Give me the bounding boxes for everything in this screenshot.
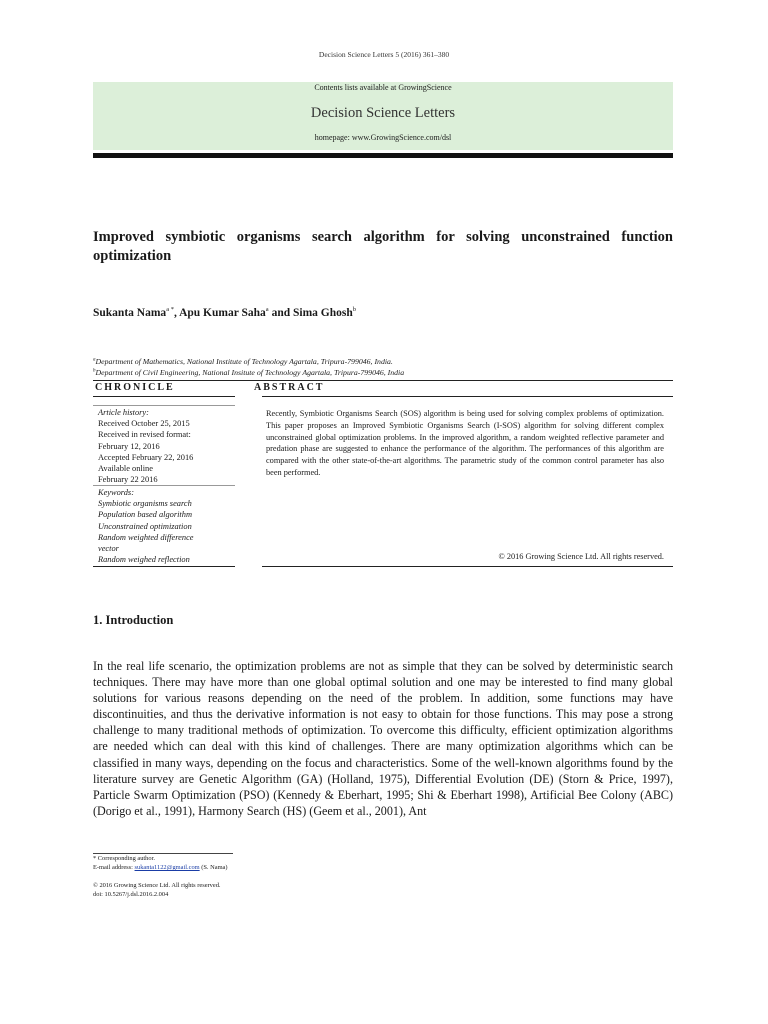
author-name: Apu Kumar Saha [179, 306, 266, 319]
rule-abstract [262, 396, 673, 397]
email-label: E-mail address: [93, 864, 135, 871]
keyword: Population based algorithm [98, 510, 192, 520]
keyword: Random weighted difference [98, 532, 194, 542]
history-line: Received October 25, 2015 [98, 419, 190, 429]
affiliation-a [93, 357, 673, 366]
article-history [93, 407, 235, 485]
author-list [93, 306, 356, 319]
email-suffix: (S. Nama) [199, 864, 228, 871]
affiliation-text: Department of Civil Engineering, National Insitute of Technology Agartala, Tripura-799046, India [95, 368, 405, 377]
author-separator: and [268, 306, 293, 319]
author-sup: b [352, 306, 356, 313]
rule-keywords [93, 485, 235, 486]
history-line: February 12, 2016 [98, 441, 160, 451]
footnote-email [93, 864, 228, 873]
email-link[interactable]: sukanta1122@gmail.com [134, 864, 200, 871]
journal-name: Decision Science Letters [310, 105, 456, 121]
keyword: Symbiotic organisms search [98, 499, 192, 509]
journal-banner [93, 82, 673, 150]
footnote-corresponding: * Corresponding author. [93, 855, 155, 862]
author-name: Sukanta Nama [93, 306, 167, 319]
author-name: Sima Ghosh [292, 306, 353, 319]
history-line: February 22 2016 [98, 475, 158, 485]
keyword: Random weighed reflection [98, 555, 190, 565]
footnote-copyright: © 2016 Growing Science Ltd. All rights reserved. [93, 882, 221, 889]
affiliation-text: Department of Mathematics, National Institute of Technology Agartala, Tripura-799046, India. [95, 357, 393, 366]
chronicle-heading: CHRONICLE [95, 382, 175, 393]
footnote-divider [93, 853, 233, 854]
header-divider [93, 153, 673, 158]
introduction-text: In the real life scenario, the optimization problems are not as simple that they can be solved by deterministic search techniques. There may have more than one global optimal solution and one may be interested to find many global solutions for various reasons depending on the need of the problem. In addition, some functions may have discontinuities, and thus the derivative information is not easy to obtain for those functions. This may pose a strong challenge to many traditional methods of optimization. To overcome this difficulty, efficient optimization algorithms are needed which can deal with this kind of challenges. There are many optimization algorithms which can be classified in many ways, depending on the focus and characteristics. Some of the well-known algorithms found by the literature survey are Genetic Algorithm (GA) (Holland, 1975), Differential Evolution (DE) (Storn & Price, 1997), Particle Swarm Optimization (PSO) (Kennedy & Eberhart, 1995; Shi & Eberhart 1998), Artificial Bee Colony (ABC) (Dorigo et al., 1991), Harmony Search (HS) (Geem et al., 2001), Ant [93, 659, 673, 818]
affiliation-b [93, 368, 673, 377]
footnote-doi[interactable]: doi: 10.5267/j.dsl.2016.2.004 [93, 891, 169, 898]
abstract-heading: ABSTRACT [254, 382, 325, 393]
rule-chronicle-bottom [93, 566, 235, 567]
rule-chronicle-inner [93, 405, 235, 406]
rule-abstract-bottom [262, 566, 673, 567]
history-line: Received in revised format: [98, 430, 191, 440]
section-heading: 1. Introduction [93, 613, 174, 627]
history-line: Available online [98, 464, 153, 474]
history-line: Accepted February 22, 2016 [98, 452, 194, 462]
history-label: Article history: [98, 408, 149, 417]
contents-line: Contents lists available at GrowingScience [314, 83, 452, 92]
rule-top [93, 380, 673, 381]
running-head: Decision Science Letters 5 (2016) 361–380 [318, 50, 450, 59]
affiliation-mark: a [93, 357, 96, 363]
keyword: vector [98, 544, 119, 554]
abstract-copyright: © 2016 Growing Science Ltd. All rights reserved. [498, 552, 664, 561]
author-sup: a [265, 306, 269, 313]
author-separator: , [173, 306, 180, 319]
keywords-label: Keywords: [98, 488, 134, 497]
affiliation-mark: b [93, 368, 96, 374]
rule-chronicle [93, 396, 235, 397]
keyword: Unconstrained optimization [98, 521, 192, 531]
keywords-block [93, 487, 235, 565]
author-sup: a * [166, 306, 174, 313]
abstract-text: Recently, Symbiotic Organisms Search (SOS) algorithm is being used for solving complex problems of optimization. This paper proposes an Improved Symbiotic Organisms Search (I-SOS) algorithm for solving different complex unconstrained global optimization problems. In the improved algorithm, a random weighted reflective parameter and predation phase are suggested to enhance the performance of the algorithm. The performances of this algorithm are compared with the other state-of-the-art algorithms. The parametric study of the common control parameter has also been performed. [266, 409, 664, 477]
article-title: Improved symbiotic organisms search algorithm for solving unconstrained function optimization [93, 229, 673, 264]
journal-homepage[interactable]: homepage: www.GrowingScience.com/dsl [314, 133, 452, 142]
